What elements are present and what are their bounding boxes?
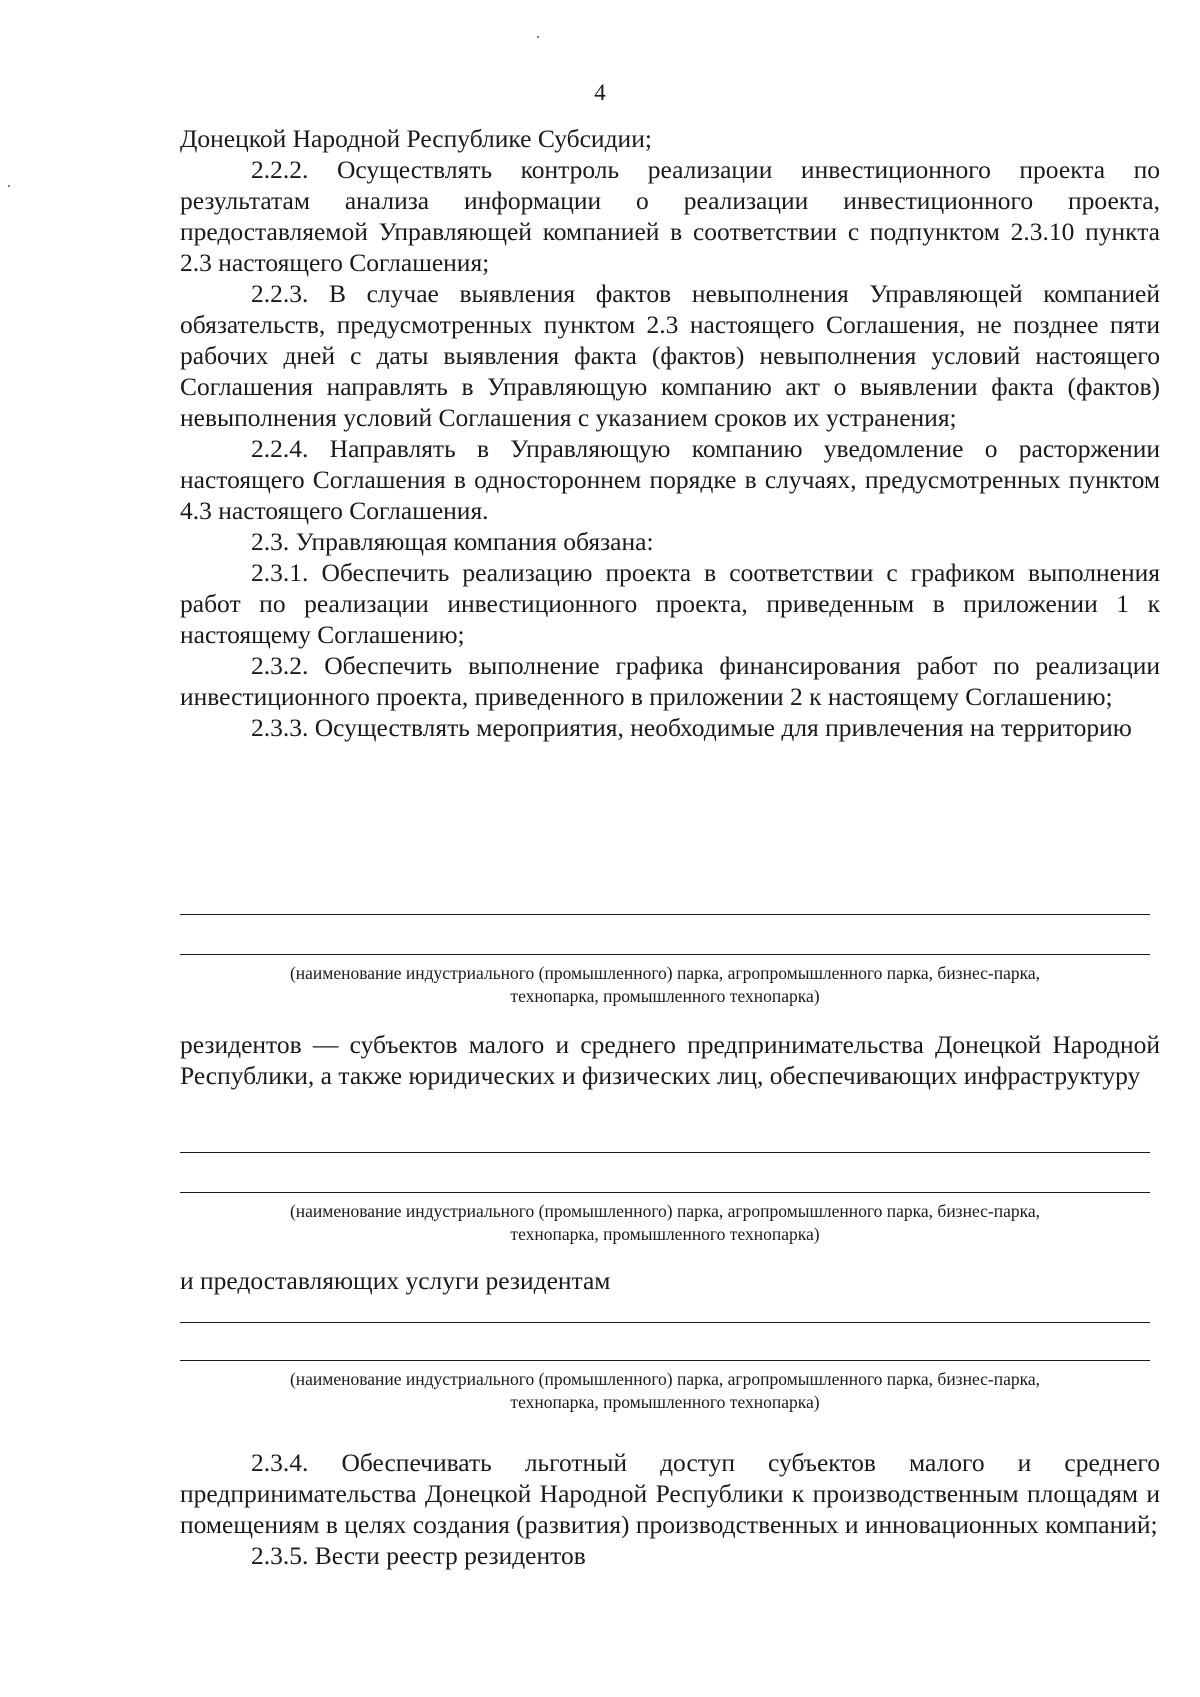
paragraph-services: и предоставляющих услуги резидентам — [180, 1266, 611, 1295]
caption-line-2: технопарка, промышленного технопарка) — [510, 1224, 820, 1244]
paragraph-2-3-4: 2.3.4. Обеспечивать льготный доступ субъектов малого и среднего предпринимательства Донецкой Народной Республики к производственным площадям и помещениям в целях создания (развития) производственных и инновационных компаний; — [180, 1448, 1160, 1539]
caption-line-1: (наименование индустриального (промышленного) парка, агропромышленного парка, бизнес-парка, — [289, 963, 1041, 983]
paragraph-2-2-4: 2.2.4. Направлять в Управляющую компанию уведомление о расторжении настоящего Соглашения в одностороннем порядке в случаях, предусмотренных пунктом 4.3 настоящего Соглашения. — [180, 434, 1160, 525]
scan-speck — [537, 36, 539, 38]
fill-in-line[interactable] — [180, 1152, 1150, 1153]
paragraph-2-3-2: 2.3.2. Обеспечить выполнение графика финансирования работ по реализации инвестиционного проекта, приведенного в приложении 2 к настоящему Соглашению; — [180, 651, 1160, 711]
caption-line-1: (наименование индустриального (промышленного) парка, агропромышленного парка, бизнес-парка, — [289, 1201, 1041, 1221]
scan-speck — [8, 185, 10, 187]
fill-in-line[interactable] — [180, 1360, 1150, 1361]
text-block-main — [180, 123, 1160, 743]
text-block-final — [180, 1447, 1160, 1571]
fill-in-caption — [180, 1200, 1150, 1246]
text-block-services — [180, 1265, 1160, 1296]
caption-line-2: технопарка, промышленного технопарка) — [510, 986, 820, 1006]
fill-in-line[interactable] — [180, 1192, 1150, 1193]
paragraph-2-3-3: 2.3.3. Осуществлять мероприятия, необходимые для привлечения на территорию — [251, 713, 1132, 742]
fill-in-caption — [180, 1368, 1150, 1414]
page-number: 4 — [594, 80, 606, 105]
fill-in-line[interactable] — [180, 914, 1150, 915]
paragraph-2-3-5: 2.3.5. Вести реестр резидентов — [251, 1541, 586, 1570]
fill-in-line[interactable] — [180, 954, 1150, 955]
paragraph-2-3: 2.3. Управляющая компания обязана: — [251, 527, 654, 556]
paragraph-subsidy-end: Донецкой Народной Республике Субсидии; — [180, 124, 652, 153]
caption-line-2: технопарка, промышленного технопарка) — [510, 1392, 820, 1412]
paragraph-2-2-2: 2.2.2. Осуществлять контроль реализации инвестиционного проекта по результатам анализа информации о реализации инвестиционного проекта, предоставляемой Управляющей компанией в соответствии с подпунктом 2.3.10 пункта 2.3 настоящего Соглашения; — [180, 155, 1160, 277]
caption-line-1: (наименование индустриального (промышленного) парка, агропромышленного парка, бизнес-парка, — [289, 1369, 1041, 1389]
text-block-residents — [180, 1029, 1160, 1091]
paragraph-2-2-3: 2.2.3. В случае выявления фактов невыполнения Управляющей компанией обязательств, предусмотренных пунктом 2.3 настоящего Соглашения, не позднее пяти рабочих дней с даты выявления факта (фактов) невыполнения условий настоящего Соглашения направлять в Управляющую компанию акт о выявлении факта (фактов) невыполнения условий Соглашения с указанием сроков их устранения; — [180, 279, 1160, 432]
paragraph-2-3-1: 2.3.1. Обеспечить реализацию проекта в соответствии с графиком выполнения работ по реализации инвестиционного проекта, приведенным в приложении 1 к настоящему Соглашению; — [180, 558, 1160, 649]
paragraph-residents: резидентов — субъектов малого и среднего предпринимательства Донецкой Народной Республики, а также юридических и физических лиц, обеспечивающих инфраструктуру — [180, 1030, 1160, 1090]
fill-in-line[interactable] — [180, 1322, 1150, 1323]
fill-in-caption — [180, 962, 1150, 1008]
